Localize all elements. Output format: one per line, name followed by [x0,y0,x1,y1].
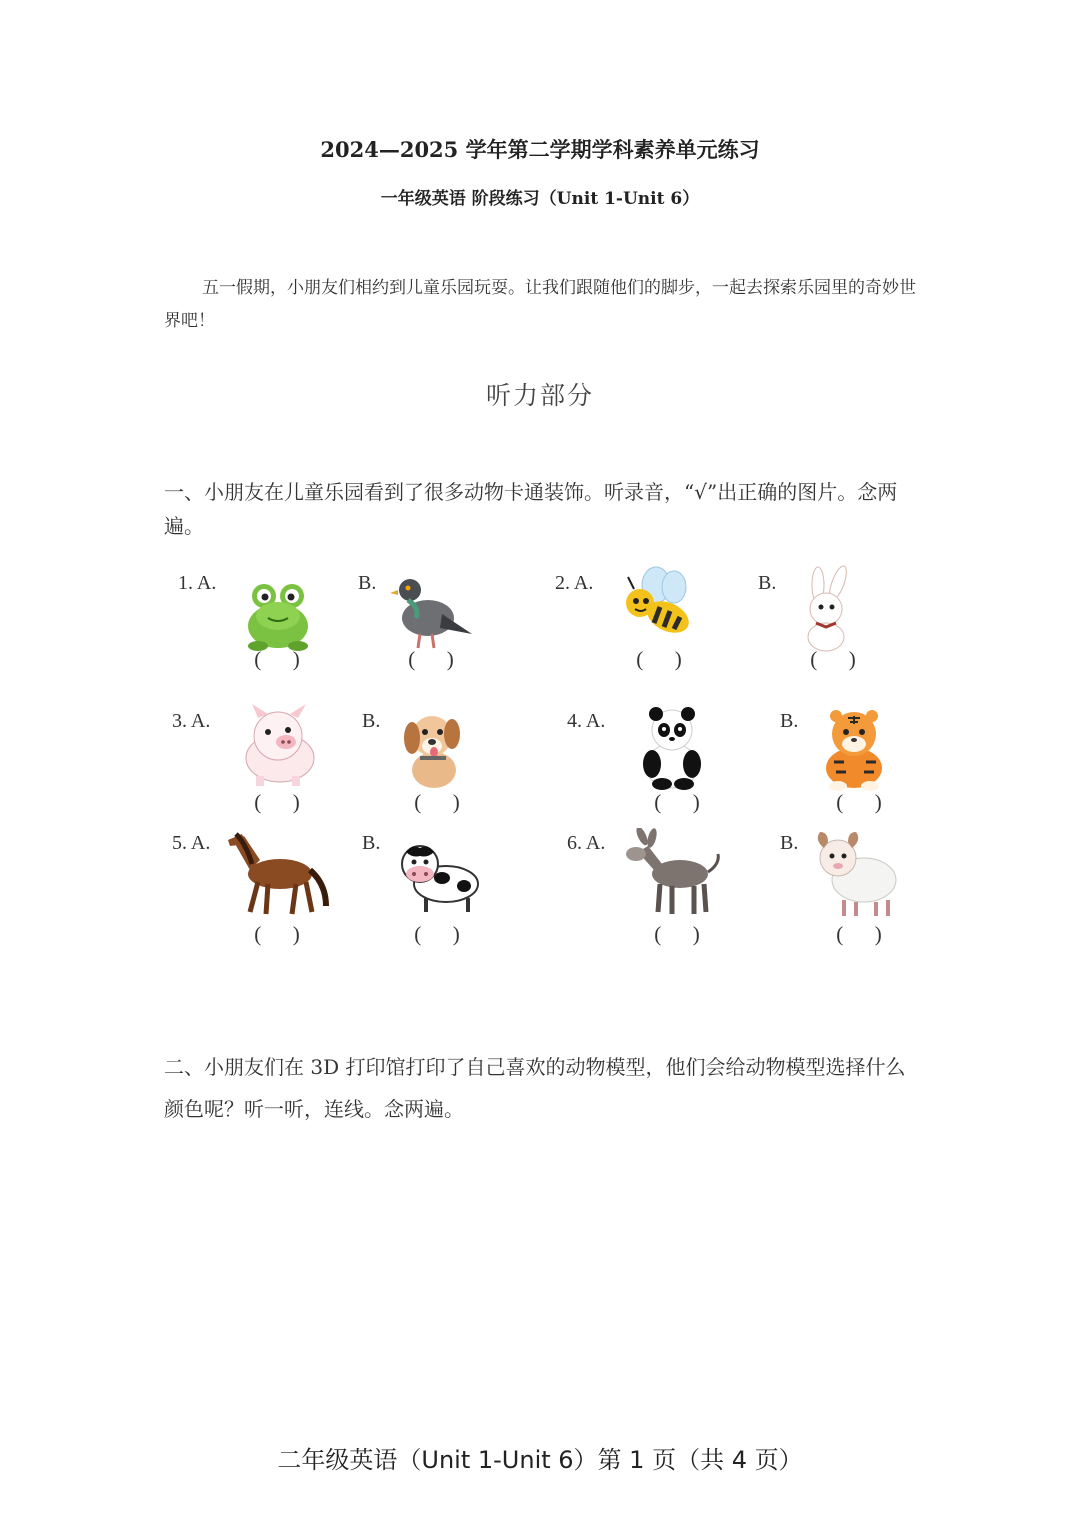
item-3-label: 3. A. [172,710,211,732]
dog-icon [392,702,492,792]
donkey-icon [620,828,726,918]
answer-box-1b[interactable]: ( ) [408,647,454,671]
tiger-icon [806,702,906,792]
item-4-b-label: B. [780,710,799,732]
item-6-label: 6. A. [567,832,606,854]
page-title: 2024—2025 学年第二学期学科素养单元练习 [320,137,760,162]
answer-box-5a[interactable]: ( ) [254,922,300,946]
intro-paragraph: 五一假期，小朋友们相约到儿童乐园玩耍。让我们跟随他们的脚步，一起去探索乐园里的奇妙世界吧！ [164,278,916,331]
answer-box-3b[interactable]: ( ) [414,790,460,814]
rabbit-icon [778,565,878,655]
section-title: 听力部分 [485,381,594,410]
question-1-text: 一、小朋友在儿童乐园看到了很多动物卡通装饰。听录音，“√”出正确的图片。念两遍。 [164,480,898,538]
answer-box-4b[interactable]: ( ) [836,790,882,814]
item-6-b-label: B. [780,832,799,854]
panda-icon [626,702,726,792]
answer-box-4a[interactable]: ( ) [654,790,700,814]
answer-box-6a[interactable]: ( ) [654,922,700,946]
item-1-label: 1. A. [178,572,217,594]
answer-box-5b[interactable]: ( ) [414,922,460,946]
pigeon-icon [380,568,480,658]
frog-icon [228,568,328,658]
answer-box-6b[interactable]: ( ) [836,922,882,946]
answer-box-2a[interactable]: ( ) [636,647,682,671]
answer-box-3a[interactable]: ( ) [254,790,300,814]
cow-icon [388,830,488,920]
item-1-b-label: B. [358,572,377,594]
item-2-label: 2. A. [555,572,594,594]
bee-icon [608,565,708,655]
item-5-label: 5. A. [172,832,211,854]
pig-icon [230,700,330,790]
question-2-text: 二、小朋友们在 3D 打印馆打印了自己喜欢的动物模型，他们会给动物模型选择什么颜色呢？听一听，连线。念两遍。 [164,1055,906,1121]
item-3-b-label: B. [362,710,381,732]
page-subtitle: 一年级英语 阶段练习（Unit 1-Unit 6） [380,189,700,209]
page-footer: 二年级英语（Unit 1-Unit 6）第 1 页（共 4 页） [277,1446,803,1474]
item-5-b-label: B. [362,832,381,854]
answer-box-1a[interactable]: ( ) [254,647,300,671]
item-4-label: 4. A. [567,710,606,732]
sheep-icon [806,828,906,918]
horse-icon [222,830,332,920]
item-2-b-label: B. [758,572,777,594]
answer-box-2b[interactable]: ( ) [810,647,856,671]
